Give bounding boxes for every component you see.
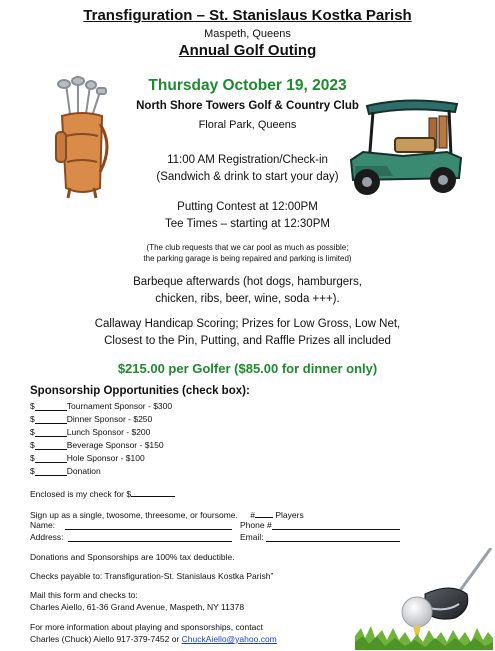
contact-text: Charles (Chuck) Aiello 917-379-7452 or [30, 634, 182, 644]
contact-email-link[interactable]: ChuckAiello@yahoo.com [181, 634, 277, 644]
parish-location: Maspeth, Queens [204, 28, 291, 40]
currency-sign: $ [30, 414, 35, 424]
name-field[interactable] [65, 520, 232, 530]
sponsorship-title: Sponsorship Opportunities (check box): [30, 385, 250, 397]
amount-blank[interactable] [35, 441, 67, 450]
scoring-line2: Closest to the Pin, Putting, and Raffle Prizes all included [104, 335, 391, 347]
phone-field[interactable] [272, 520, 400, 530]
enclosed-check-row [30, 488, 175, 499]
currency-sign: $ [30, 466, 35, 476]
mail-address: Charles Aiello, 61-36 Grand Avenue, Maspeth, NY 11378 [30, 602, 245, 612]
enclosed-label: Enclosed is my check for $ [30, 489, 132, 499]
amount-blank[interactable] [35, 467, 67, 476]
parish-title: Transfiguration – St. Stanislaus Kostka Parish [83, 7, 412, 24]
tee-times: Tee Times – starting at 12:30PM [165, 218, 330, 230]
sponsor-option[interactable] [30, 414, 152, 424]
payable-note: Checks payable to: Transfiguration-St. Stanislaus Kostka Parish” [30, 571, 274, 581]
scoring-line1: Callaway Handicap Scoring; Prizes for Low Gross, Low Net, [94, 318, 401, 330]
email-label: Email: [240, 532, 264, 542]
email-field[interactable] [266, 532, 400, 542]
currency-sign: $ [30, 453, 35, 463]
players-count-field[interactable] [255, 509, 273, 518]
players-label: Players [275, 510, 304, 520]
currency-sign: $ [30, 401, 35, 411]
currency-sign: $ [30, 440, 35, 450]
event-title: Annual Golf Outing [178, 42, 317, 59]
sponsor-label: Hole Sponsor - $100 [66, 453, 145, 463]
event-club: North Shore Towers Golf & Country Club [136, 100, 359, 112]
currency-sign: $ [30, 427, 35, 437]
registration-note: (Sandwich & drink to start your day) [156, 171, 339, 183]
barbeque-line1: Barbeque afterwards (hot dogs, hamburgers, [133, 276, 362, 288]
sponsor-label: Donation [66, 466, 101, 476]
parking-note-line2: the parking garage is being repaired and parking is limited) [143, 254, 352, 263]
address-field[interactable] [68, 532, 232, 542]
event-date: Thursday October 19, 2023 [148, 77, 347, 94]
mail-line1: Mail this form and checks to: [30, 590, 138, 600]
sponsor-label: Lunch Sponsor - $200 [66, 427, 151, 437]
barbeque-line2: chicken, ribs, beer, wine, soda +++). [155, 293, 340, 305]
amount-blank[interactable] [35, 415, 67, 424]
name-label: Name: [30, 520, 56, 530]
sponsor-option[interactable] [30, 427, 150, 437]
sponsor-option[interactable] [30, 453, 145, 463]
event-city: Floral Park, Queens [198, 119, 297, 131]
amount-blank[interactable] [35, 402, 67, 411]
sponsor-label: Beverage Sponsor - $150 [66, 440, 164, 450]
contact-row [30, 634, 277, 644]
sponsor-label: Tournament Sponsor - $300 [66, 401, 173, 411]
amount-blank[interactable] [35, 428, 67, 437]
sponsor-option[interactable] [30, 440, 164, 450]
tax-note: Donations and Sponsorships are 100% tax deductible. [30, 552, 235, 562]
address-label: Address: [30, 532, 64, 542]
sponsor-option[interactable] [30, 401, 172, 411]
phone-label: Phone # [240, 520, 272, 530]
signup-label: Sign up as a single, twosome, threesome, or foursome. [30, 510, 238, 520]
parking-note-line1: (The club requests that we car pool as much as possible; [146, 243, 349, 252]
registration-time: 11:00 AM Registration/Check-in [167, 154, 328, 166]
players-hash: # [250, 510, 255, 520]
price: $215.00 per Golfer ($85.00 for dinner only) [117, 361, 378, 376]
golf-driver-ball-icon [355, 548, 493, 650]
sponsor-option[interactable] [30, 466, 101, 476]
putting-contest: Putting Contest at 12:00PM [177, 201, 318, 213]
info-line1: For more information about playing and sponsorships, contact [30, 622, 263, 632]
signup-row [30, 509, 304, 520]
check-amount-field[interactable] [131, 488, 175, 497]
sponsor-label: Dinner Sponsor - $250 [66, 414, 153, 424]
amount-blank[interactable] [35, 454, 67, 463]
